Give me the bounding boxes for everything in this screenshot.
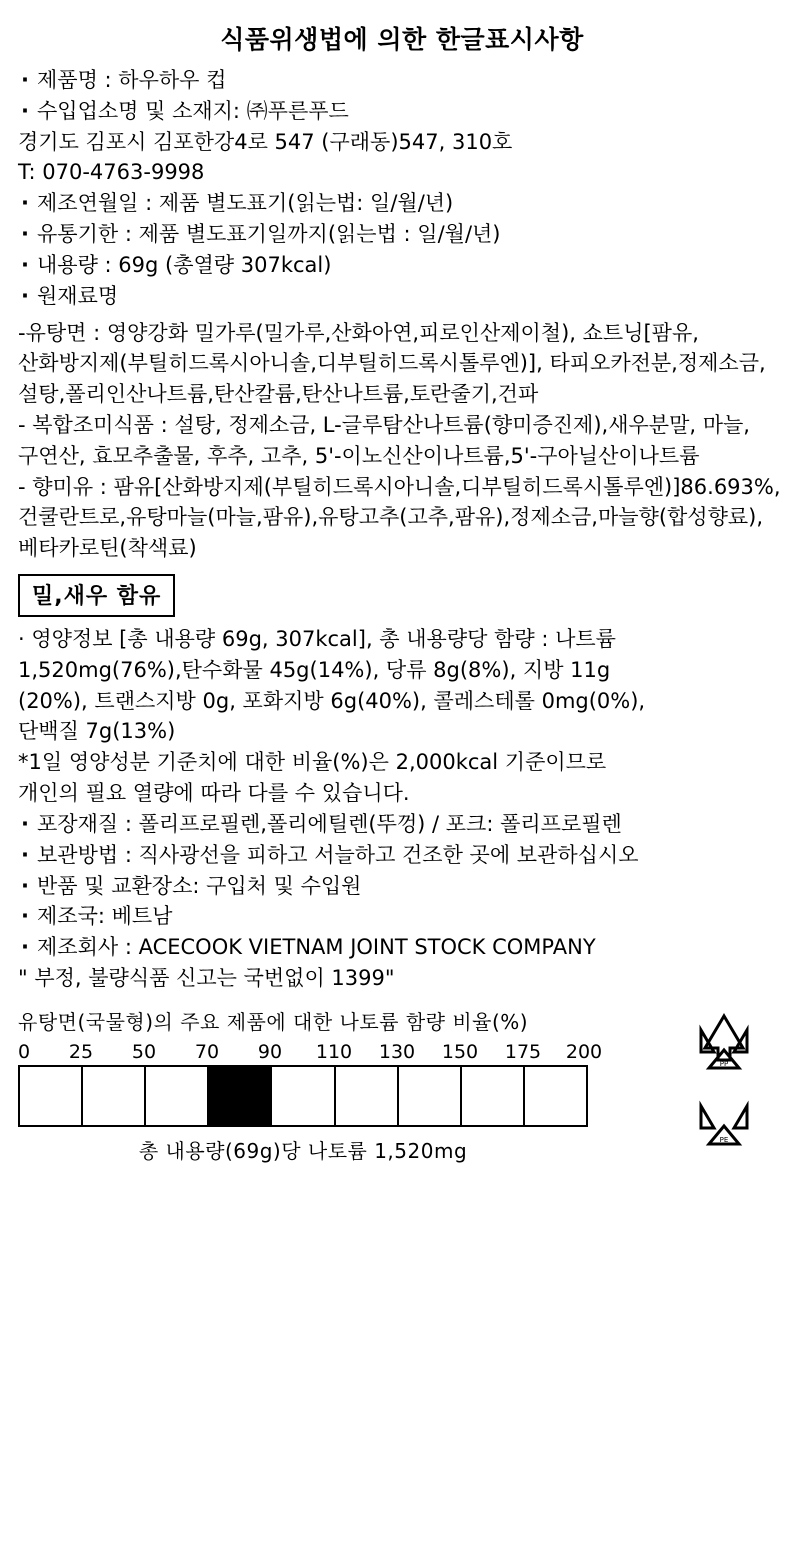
recycling-marks [671,1010,776,1158]
page-title: 식품위생법에 의한 한글표시사항 [220,25,584,54]
allergen-box: 밀,새우 함유 [18,574,175,617]
nutrition-footnote: 개인의 필요 열량에 따라 다를 수 있습니다. [18,781,410,806]
tick-label: 70 [194,1040,220,1063]
sodium-caption: 총 내용량(69g)당 나토륨 1,520mg [138,1138,468,1163]
tick-label: 110 [315,1040,353,1063]
ingredients-list [18,319,786,565]
tick-label: 175 [504,1040,542,1063]
field-phone: T: 070-4763-9998 [18,160,205,185]
scale-cell [525,1067,586,1125]
recycle-icon-pe [681,1086,767,1158]
sodium-chart-title: 유탕면(국물형)의 주요 제품에 대한 나토륨 함량 비율(%) [18,1009,529,1034]
scale-cell [20,1067,83,1125]
tick-label: 130 [378,1040,416,1063]
ingredient-line: 베타카로틴(착색료) [18,536,197,561]
product-fields [18,66,786,312]
field-expiry-date: · 유통기한 : 제품 별도표기일까지(읽는법 : 일/월/년) [18,220,786,250]
tick-label: 150 [441,1040,479,1063]
field-net-weight: · 내용량 : 69g (총열량 307kcal) [18,251,786,281]
nutrition-footnote: *1일 영양성분 기준치에 대한 비율(%)은 2,000kcal 기준이므로 [18,750,607,775]
sodium-scale [18,1040,603,1164]
field-address: 경기도 김포시 김포한강4로 547 (구래동)547, 310호 [18,129,513,154]
field-manufacture-date: · 제조연월일 : 제품 별도표기(읽는법: 일/월/년) [18,189,786,219]
field-importer: · 수입업소명 및 소재지: ㈜푸른푸드 [18,97,786,127]
scale-cell [399,1067,462,1125]
ingredient-line: - 복합조미식품 : 설탕, 정제소금, L-글루탐산나트륨(향미증진제),새우분말, 마늘, [18,412,750,437]
scale-cell-filled [209,1067,272,1125]
field-country-of-origin: · 제조국: 베트남 [18,902,786,932]
nutrition-info [18,625,786,809]
recycle-code-label: PE [719,1135,728,1144]
scale-cell [83,1067,146,1125]
tick-label: 90 [257,1040,283,1063]
sodium-chart [18,1006,786,1164]
tick-label: 50 [131,1040,157,1063]
ingredient-line: 건쿨란트로,유탕마늘(마늘,팜유),유탕고추(고추,팜유),정제소금,마늘향(합성향료), [18,505,764,530]
field-return-location: · 반품 및 교환장소: 구입처 및 수입원 [18,872,786,902]
scale-cell [336,1067,399,1125]
ingredient-line: - 향미유 : 팜유[산화방지제(부틸히드록시아니솔,디부틸히드록시톨루엔)]86.693%, [18,474,781,499]
field-product-name: · 제품명 : 하우하우 컵 [18,66,786,96]
field-ingredients-heading: · 원재료명 [18,282,786,312]
field-storage: · 보관방법 : 직사광선을 피하고 서늘하고 건조한 곳에 보관하십시오 [18,841,786,871]
ingredient-line: 설탕,폴리인산나트륨,탄산칼륨,탄산나트륨,토란줄기,건파 [18,382,539,407]
ingredient-line: -유탕면 : 영양강화 밀가루(밀가루,산화아연,피로인산제이철), 쇼트닝[팜유, [18,320,699,345]
field-packaging: · 포장재질 : 폴리프로필렌,폴리에틸렌(뚜껑) / 포크: 폴리프로필렌 [18,810,786,840]
sodium-scale-ticks [18,1040,603,1065]
detail-fields [18,810,786,994]
tick-label: 0 [18,1040,31,1063]
scale-cell [146,1067,209,1125]
recycle-code-label: PP [719,1059,728,1068]
tick-label: 200 [565,1040,603,1063]
recycle-icon-pp [681,1010,767,1082]
ingredient-line: 구연산, 효모추출물, 후추, 고추, 5'-이노신산이나트륨,5'-구아닐산이나트륨 [18,443,700,468]
nutrition-line: · 영양정보 [총 내용량 69g, 307kcal], 총 내용량당 함량 : 나트륨 [18,627,616,651]
nutrition-line: 단백질 7g(13%) [18,719,176,744]
tick-label: 25 [68,1040,94,1063]
scale-cell [272,1067,335,1125]
ingredient-line: 산화방지제(부틸히드록시아니솔,디부틸히드록시톨루엔)], 타피오카전분,정제소금, [18,351,766,376]
nutrition-line: 1,520mg(76%),탄수화물 45g(14%), 당류 8g(8%), 지방 11g [18,657,611,682]
scale-cell [462,1067,525,1125]
field-manufacturer: · 제조회사 : ACECOOK VIETNAM JOINT STOCK COMPANY [18,933,786,963]
allergen-box-wrap [18,574,786,617]
report-hotline: " 부정, 불량식품 신고는 국번없이 1399" [18,965,395,990]
sodium-scale-bar [18,1065,588,1127]
nutrition-line: (20%), 트랜스지방 0g, 포화지방 6g(40%), 콜레스테롤 0mg(0%), [18,688,646,713]
